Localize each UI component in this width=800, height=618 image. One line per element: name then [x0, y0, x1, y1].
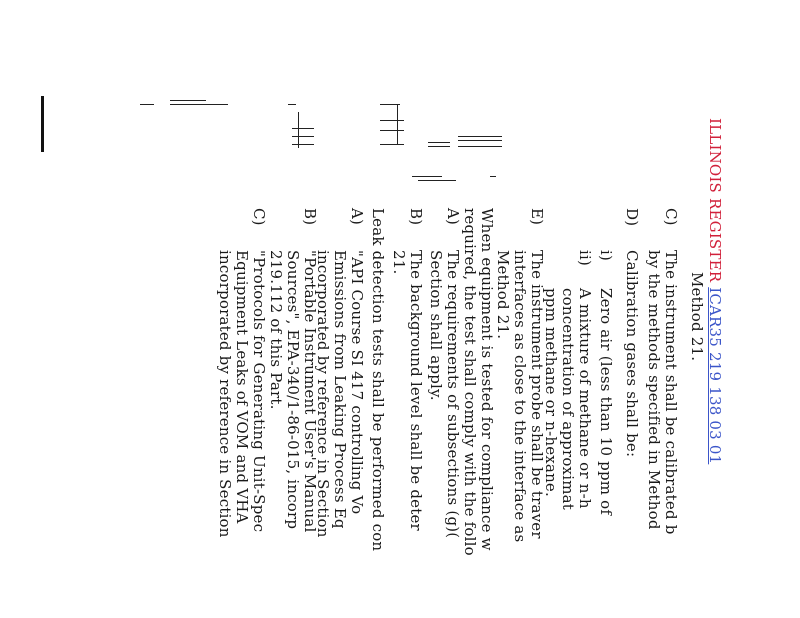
list-label: i) — [597, 250, 615, 262]
text-line: interfaces as close to the interface as — [511, 250, 529, 543]
scan-mark — [380, 120, 404, 121]
register-header — [707, 118, 723, 464]
text-line: "Protocols for Generating Unit-Spec — [250, 250, 268, 533]
text-line: Zero air (less than 10 ppm of — [597, 288, 615, 516]
list-label: C) — [662, 208, 680, 226]
scan-mark — [458, 146, 502, 147]
list-label: A) — [444, 208, 462, 226]
scan-mark — [380, 130, 404, 131]
text-line: Method 21. — [688, 272, 706, 362]
text-line: When equipment is tested for compliance w — [478, 208, 496, 551]
list-label: E) — [528, 208, 546, 226]
text-line: incorporated by reference in Section — [216, 250, 234, 538]
scan-mark — [380, 144, 404, 145]
text-line: 219.112 of this Part. — [267, 250, 285, 410]
text-line: Section shall apply. — [427, 250, 445, 401]
scan-mark — [490, 176, 496, 177]
text-line: Sources", EPA-340/1-86-015, incorp — [284, 250, 302, 530]
list-label: A) — [348, 208, 366, 226]
scan-mark — [140, 104, 154, 105]
scan-mark — [292, 144, 314, 145]
text-line: The instrument shall be calibrated b — [662, 250, 680, 535]
scan-mark — [458, 136, 502, 137]
text-line: 21. — [390, 250, 408, 275]
scan-mark — [292, 136, 314, 137]
scan-mark — [428, 142, 450, 143]
text-line: required, the test shall comply with the follo — [461, 208, 479, 556]
text-line: Equipment Leaks of VOM and VHA — [233, 250, 251, 524]
text-line: A mixture of methane or n-h — [576, 288, 594, 509]
list-label: C) — [250, 208, 268, 226]
register-name: ILLINOIS REGISTER — [706, 118, 724, 283]
scan-edge-mark — [41, 96, 44, 152]
text-line: Leak detection tests shall be performed con — [369, 208, 387, 552]
text-line: Emissions from Leaking Process Eq — [331, 250, 349, 529]
list-label: D) — [623, 208, 641, 227]
list-label: ii) — [576, 250, 594, 267]
scan-mark — [170, 104, 228, 105]
scan-mark — [292, 128, 314, 129]
list-label: B) — [301, 208, 319, 226]
scan-mark — [298, 112, 299, 148]
text-line: incorporated by reference in Section — [314, 250, 332, 538]
text-line: ppm methane or n-hexane. — [542, 288, 560, 497]
text-line: "Portable Instrument User's Manual — [301, 250, 319, 533]
scan-mark — [397, 104, 398, 144]
text-line: by the methods specified in Method — [645, 250, 663, 530]
list-label: B) — [407, 208, 425, 226]
scan-mark — [412, 176, 442, 177]
scan-mark — [458, 140, 502, 141]
text-line: Method 21. — [494, 250, 512, 340]
scan-mark — [288, 104, 296, 105]
scan-mark — [170, 100, 206, 101]
scan-mark — [418, 180, 456, 181]
text-line: Calibration gases shall be: — [623, 250, 641, 458]
register-citation: ICAR35 219 138 03 01 — [706, 287, 724, 465]
text-line: The background level shall be deter — [407, 250, 425, 531]
text-line: The instrument probe shall be traver — [528, 250, 546, 539]
scan-mark — [428, 146, 450, 147]
text-line: The requirements of subsections (g)( — [444, 250, 462, 539]
text-line: concentration of approximat — [559, 288, 577, 511]
text-line: "API Course SI 417 controlling Vo — [348, 250, 366, 515]
